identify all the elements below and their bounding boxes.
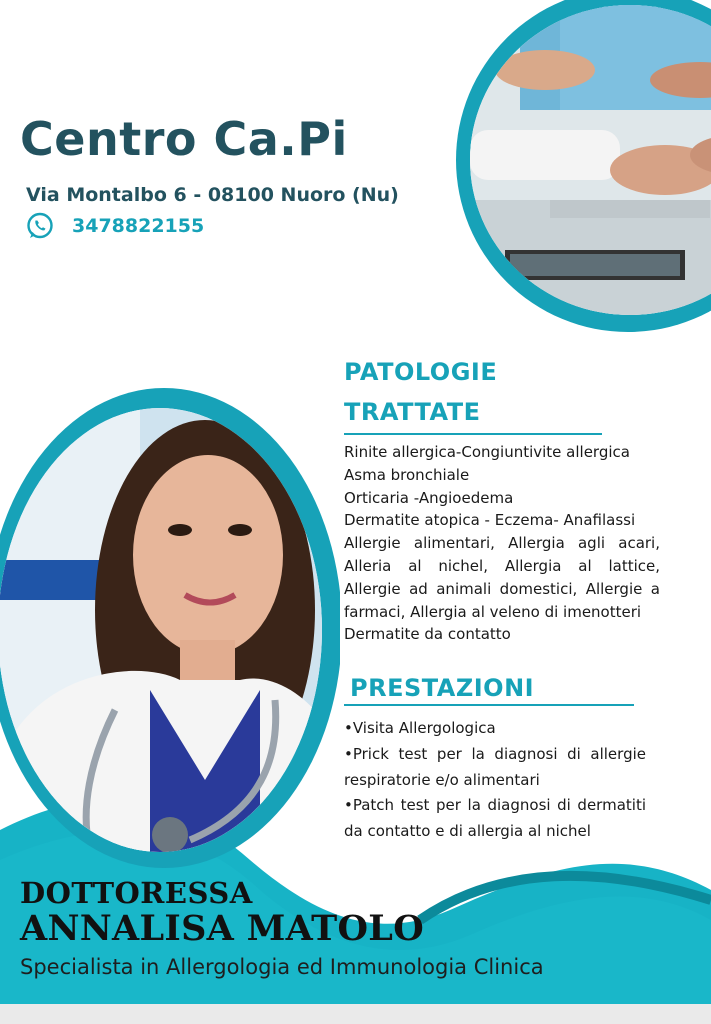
bottom-bar (0, 1004, 711, 1024)
prestazione-item: •Patch test per la diagnosi di dermatiti da contatto e di allergia al nichel (344, 796, 646, 841)
whatsapp-icon (26, 212, 54, 240)
patologia-item: Dermatite da contatto (344, 625, 511, 644)
clinic-name: Centro Ca.Pi (20, 112, 348, 166)
section-title-prestazioni: PRESTAZIONI (350, 674, 535, 702)
doctor-name: ANNALISA MATOLO (20, 908, 425, 949)
section-title-patologie (344, 352, 497, 432)
section-divider (344, 433, 602, 435)
patologie-list (344, 441, 660, 646)
patologie-title-line1: PATOLOGIE (344, 358, 498, 386)
patologia-item: Allergie alimentari, Allergia agli acari, Alleria al nichel, Allergia al lattice, Allergie ad animali domestici, Allergie a farmaci, Allergia al veleno di imenotteri (344, 534, 660, 621)
prestazioni-list (344, 716, 646, 845)
doctor-portrait-photo (0, 380, 340, 880)
prestazione-item: •Prick test per la diagnosi di allergie respiratorie e/o alimentari (344, 744, 646, 789)
patologia-item: Asma bronchiale (344, 465, 470, 484)
handshake-photo (450, 0, 711, 340)
patologia-item: Rinite allergica-Congiuntivite allergica (344, 443, 630, 461)
prestazione-item: •Visita Allergologica (344, 719, 496, 737)
doctor-title: DOTTORESSA (20, 876, 253, 910)
clinic-address: Via Montalbo 6 - 08100 Nuoro (Nu) (26, 184, 399, 206)
doctor-specialty: Specialista in Allergologia ed Immunologia Clinica (20, 955, 544, 979)
patologia-item: Dermatite atopica - Eczema- Anafilassi (344, 511, 636, 530)
phone-row[interactable] (26, 212, 204, 240)
patologia-item: Orticaria -Angioedema (344, 488, 514, 507)
phone-number[interactable]: 3478822155 (72, 215, 205, 237)
section-divider (344, 704, 634, 706)
patologie-title-line2: TRATTATE (344, 398, 481, 426)
